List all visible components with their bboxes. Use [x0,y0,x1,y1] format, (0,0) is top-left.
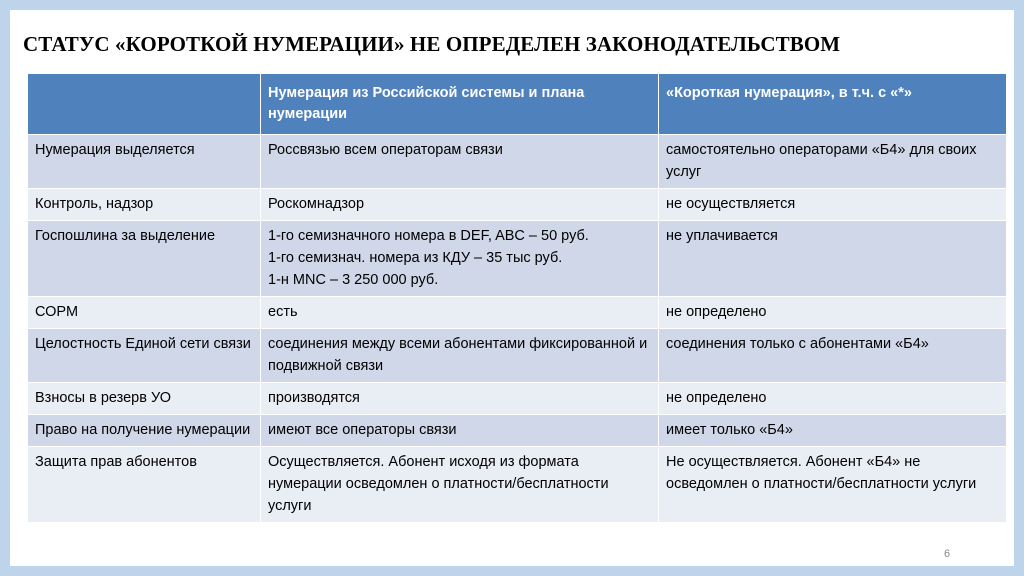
row-label: Взносы в резерв УО [28,383,261,415]
cell-line: 1-го семизначного номера в DEF, ABC – 50 руб. [268,228,589,244]
russian-cell [261,415,659,447]
row-label: Нумерация выделяется [28,135,261,189]
cell-line: не осуществляется [666,196,796,212]
row-label: СОРМ [28,297,261,329]
header-short-numbering: «Короткая нумерация», в т.ч. с «*» [659,74,1007,135]
page-number: 6 [944,548,951,560]
short-cell [659,135,1007,189]
cell-line: не определено [666,390,767,406]
table-row [28,383,1007,415]
slide [10,10,1014,566]
russian-cell [261,447,659,523]
short-cell [659,221,1007,297]
row-label: Госпошлина за выделение [28,221,261,297]
russian-cell [261,297,659,329]
table-row [28,329,1007,383]
short-cell [659,415,1007,447]
row-label: Право на получение нумерации [28,415,261,447]
cell-line: самостоятельно операторами «Б4» для своих услуг [666,142,977,180]
cell-line: есть [268,304,298,320]
cell-line: Осуществляется. Абонент исходя из формата нумерации осведомлен о платности/бесплатности услуги [268,454,609,514]
cell-line: Россвязью всем операторам связи [268,142,503,158]
short-cell [659,297,1007,329]
cell-line: 1-н MNC – 3 250 000 руб. [268,272,439,288]
table-row [28,221,1007,297]
short-cell [659,189,1007,221]
cell-line: имеют все операторы связи [268,422,457,438]
header-russian-numbering: Нумерация из Российской системы и плана нумерации [261,74,659,135]
russian-cell [261,135,659,189]
table-row [28,415,1007,447]
table-row [28,447,1007,523]
russian-cell [261,329,659,383]
cell-line: имеет только «Б4» [666,422,793,438]
header-empty-cell [28,74,261,135]
short-cell [659,447,1007,523]
table-row [28,297,1007,329]
short-cell [659,329,1007,383]
table-row [28,135,1007,189]
cell-line: Роскомнадзор [268,196,365,212]
cell-line: не определено [666,304,767,320]
row-label: Защита прав абонентов [28,447,261,523]
table-header-row [28,74,1007,135]
cell-line: производятся [268,390,360,406]
cell-line: соединения только с абонентами «Б4» [666,336,929,352]
row-label: Контроль, надзор [28,189,261,221]
cell-line: Не осуществляется. Абонент «Б4» не осведомлен о платности/бесплатности услуги [666,454,977,492]
russian-cell [261,383,659,415]
slide-title: СТАТУС «КОРОТКОЙ НУМЕРАЦИИ» НЕ ОПРЕДЕЛЕН ЗАКОНОДАТЕЛЬСТВОМ [23,32,841,56]
short-cell [659,383,1007,415]
comparison-table [27,73,1007,523]
table-row [28,189,1007,221]
row-label: Целостность Единой сети связи [28,329,261,383]
cell-line: 1-го семизнач. номера из КДУ – 35 тыс руб. [268,250,563,266]
cell-line: соединения между всеми абонентами фиксированной и подвижной связи [268,336,648,374]
russian-cell [261,189,659,221]
russian-cell [261,221,659,297]
cell-line: не уплачивается [666,228,778,244]
